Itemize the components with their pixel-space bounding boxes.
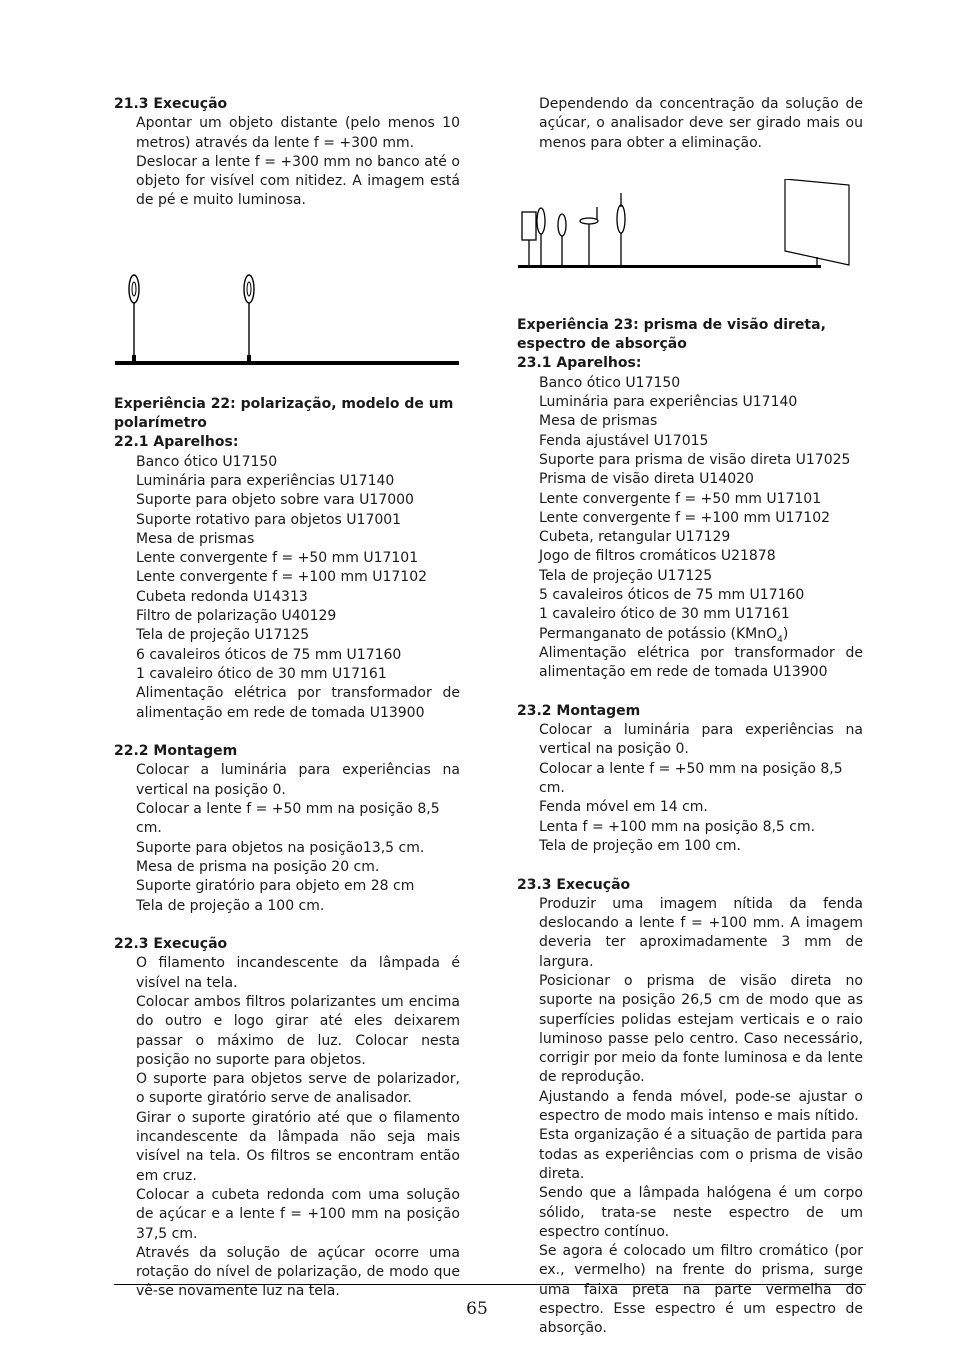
section-21-3-paragraph: Apontar um objeto distante (pelo menos 10 metros) através da lente f = +300 mm. — [136, 115, 460, 151]
figure-polarimeter-setup — [517, 179, 863, 279]
equipment-item: Banco ótico U17150 — [136, 453, 278, 470]
equipment-item: Suporte para prisma de visão direta U17025 — [539, 451, 851, 468]
kmno4-text: Permanganato de potássio (KMnO — [539, 625, 778, 642]
equipment-item: Luminária para experiências U17140 — [539, 394, 798, 411]
optical-bench-rail — [115, 361, 459, 365]
figure-optical-bench-two-lenses — [114, 249, 460, 375]
equipment-item: Cubeta redonda U14313 — [136, 588, 308, 605]
setup-line: Colocar a lente f = +50 mm na posição 8,5 cm. — [539, 760, 843, 797]
left-column — [114, 95, 460, 1302]
page-number: 65 — [466, 1299, 488, 1319]
procedure-23 — [517, 895, 863, 1339]
procedure-paragraph: Colocar a cubeta redonda com uma solução de açúcar e a lente f = +100 mm na posição 37,5 cm. — [136, 1186, 460, 1242]
setup-list-23 — [517, 721, 863, 856]
setup-line: Suporte giratório para objeto em 28 cm — [136, 878, 415, 895]
equipment-item: Lente convergente f = +50 mm U17101 — [539, 490, 822, 507]
equipment-item: Banco ótico U17150 — [539, 374, 681, 391]
procedure-paragraph: Produzir uma imagem nítida da fenda deslocando a lente f = +100 mm. A imagem deveria ter aproximadamente 3 mm de largura. — [539, 895, 863, 970]
equipment-item: Cubeta, retangular U17129 — [539, 529, 731, 546]
equipment-item: 6 cavaleiros óticos de 75 mm U17160 — [136, 646, 402, 663]
setup-line: Mesa de prisma na posição 20 cm. — [136, 858, 380, 875]
lamp-housing — [522, 212, 536, 240]
equipment-item: 1 cavaleiro ótico de 30 mm U17161 — [136, 665, 387, 682]
section-21-3-paragraph: Deslocar a lente f = +300 mm no banco até o objeto for visível com nitidez. A imagem está de pé e muito luminosa. — [136, 153, 460, 209]
right-column — [517, 95, 863, 1339]
lens-holder-2 — [244, 275, 254, 303]
equipment-item: Filtro de polarização U40129 — [136, 608, 337, 625]
setup-line: Tela de projeção em 100 cm. — [539, 837, 742, 854]
setup-line: Colocar a luminária para experiências na vertical na posição 0. — [539, 722, 863, 758]
polarizer-holder — [558, 214, 566, 236]
optical-bench-rail — [518, 265, 821, 268]
experiment-22-title: Experiência 22: polarização, modelo de um polarímetro — [114, 395, 454, 432]
procedure-paragraph: Colocar ambos filtros polarizantes um encima do outro e logo girar até eles deixarem passar o máximo de luz. Colocar nesta posição no suporte para objetos. — [136, 993, 460, 1068]
equipment-item: Lente convergente f = +100 mm U17102 — [539, 509, 831, 526]
setup-line: Colocar a lente f = +50 mm na posição 8,5 cm. — [136, 801, 440, 837]
procedure-paragraph: O filamento incandescente da lâmpada é visível na tela. — [136, 955, 460, 991]
equipment-item: Alimentação elétrica por transformador de alimentação em rede de tomada U13900 — [539, 644, 863, 681]
footer-rule — [114, 1284, 866, 1285]
equipment-item-kmno4 — [539, 625, 863, 644]
equipment-list-22 — [114, 453, 460, 723]
analyzer-holder — [617, 205, 625, 233]
equipment-item: Suporte rotativo para objetos U17001 — [136, 511, 402, 528]
kmno4-subscript: 4 — [777, 634, 783, 645]
equipment-item: Prisma de visão direta U14020 — [539, 471, 754, 488]
setup-line: Suporte para objetos na posição13,5 cm. — [136, 839, 425, 856]
procedure-paragraph: Através da solução de açúcar ocorre uma rotação do nível de polarização, de modo que vê-se novamente luz na tela. — [136, 1244, 460, 1300]
equipment-item: Alimentação elétrica por transformador de alimentação em rede de tomada U13900 — [136, 685, 460, 721]
lens-1 — [132, 282, 136, 296]
procedure-paragraph: O suporte para objetos serve de polarizador, o suporte giratório serve de analisador. — [136, 1071, 460, 1107]
setup-line: Lenta f = +100 mm na posição 8,5 cm. — [539, 818, 816, 835]
lens-holder — [537, 208, 545, 234]
section-23-3-heading: 23.3 Execução — [517, 876, 631, 893]
equipment-item: Jogo de filtros cromáticos U21878 — [539, 548, 776, 565]
procedure-paragraph: Sendo que a lâmpada halógena é um corpo sólido, trata-se neste espectro de um espectro contínuo. — [539, 1185, 863, 1240]
equipment-item: Lente convergente f = +50 mm U17101 — [136, 550, 419, 567]
equipment-item: Mesa de prismas — [539, 413, 658, 430]
equipment-item: Tela de projeção U17125 — [539, 567, 713, 584]
section-23-1-heading: 23.1 Aparelhos: — [517, 355, 642, 372]
section-23-2-heading: 23.2 Montagem — [517, 702, 641, 719]
projection-screen — [785, 179, 849, 265]
setup-line: Colocar a luminária para experiências na vertical na posição 0. — [136, 762, 460, 798]
kmno4-close: ) — [782, 625, 789, 642]
procedure-paragraph: Girar o suporte giratório até que o filamento incandescente da lâmpada não seja mais visível na tela. Os filtros se encontram então em cruz. — [136, 1109, 460, 1184]
equipment-item: 5 cavaleiros óticos de 75 mm U17160 — [539, 587, 805, 604]
section-22-1-heading: 22.1 Aparelhos: — [114, 434, 239, 451]
procedure-paragraph: Posicionar o prisma de visão direta no suporte na posição 26,5 cm de modo que as superfícies polidas estejam verticais e o raio luminoso passe pelo centro. Caso necessário, corrigir por meio da fonte luminosa e da lente de reprodução. — [539, 972, 863, 1086]
procedure-paragraph: Esta organização é a situação de partida para todas as experiências com o prisma de visão direta. — [539, 1127, 863, 1182]
equipment-item: Mesa de prismas — [136, 530, 255, 547]
section-22-3-heading: 22.3 Execução — [114, 936, 228, 953]
setup-line: Tela de projeção a 100 cm. — [136, 897, 325, 914]
prism-table — [580, 218, 598, 224]
procedure-paragraph: Ajustando a fenda móvel, pode-se ajustar o espectro de modo mais intenso e mais nítido. — [539, 1088, 863, 1125]
experiment-23-title: Experiência 23: prisma de visão direta, espectro de absorção — [517, 316, 826, 353]
equipment-item: Lente convergente f = +100 mm U17102 — [136, 569, 428, 586]
lens-holder-1 — [129, 275, 139, 303]
equipment-item: 1 cavaleiro ótico de 30 mm U17161 — [539, 606, 790, 623]
section-21-3-heading: 21.3 Execução — [114, 96, 228, 112]
lens-2 — [247, 282, 251, 296]
equipment-item: Luminária para experiências U17140 — [136, 472, 395, 489]
equipment-item: Suporte para objeto sobre vara U17000 — [136, 492, 414, 509]
equipment-item: Tela de projeção U17125 — [136, 627, 310, 644]
procedure-22 — [114, 954, 460, 1301]
setup-list-22 — [114, 761, 460, 915]
section-22-2-heading: 22.2 Montagem — [114, 743, 238, 760]
procedure-paragraph: Se agora é colocado um filtro cromático (por ex., vermelho) na frente do prisma, surge uma faixa preta na parte vermelha do espectro. Esse espectro é um espectro de absorção. — [539, 1243, 863, 1337]
continued-paragraph: Dependendo da concentração da solução de açúcar, o analisador deve ser girado mais ou menos para obter a eliminação. — [539, 96, 863, 151]
equipment-list-23 — [517, 374, 863, 683]
setup-line: Fenda móvel em 14 cm. — [539, 799, 708, 816]
equipment-item: Fenda ajustável U17015 — [539, 432, 709, 449]
